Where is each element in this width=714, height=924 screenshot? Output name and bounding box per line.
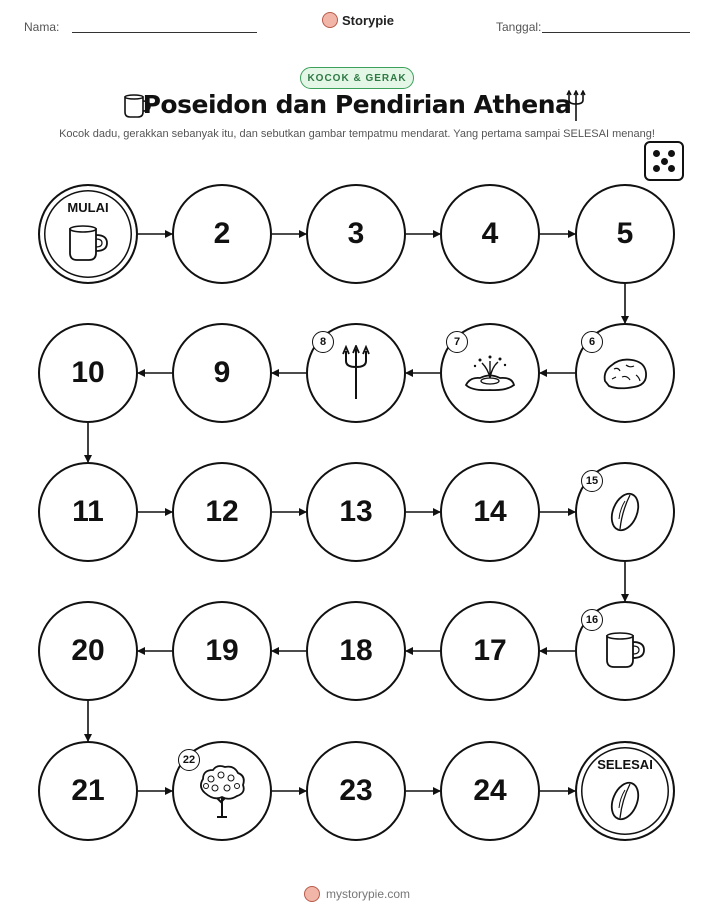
storypie-logo-icon (304, 886, 320, 902)
board-space-22 (172, 741, 272, 841)
board-space-6 (575, 323, 675, 423)
tree-icon (195, 763, 249, 824)
olive-icon (608, 489, 642, 540)
board-space-5 (575, 184, 675, 284)
space-number-badge: 16 (581, 609, 603, 631)
board-space-19 (172, 601, 272, 701)
footer (0, 886, 714, 902)
board-space-13 (306, 462, 406, 562)
board-space-10 (38, 323, 138, 423)
space-number: 24 (473, 774, 507, 807)
space-number-badge: 6 (581, 331, 603, 353)
space-number: 21 (71, 774, 105, 807)
board-space-7 (440, 323, 540, 423)
instructions: Kocok dadu, gerakkan sebanyak itu, dan sebutkan gambar tempatmu mendarat. Yang pertama sampai SELESAI menang! (59, 128, 655, 140)
space-number: 14 (473, 495, 507, 528)
board-space-18 (306, 601, 406, 701)
board-space-12 (172, 462, 272, 562)
trident-icon (341, 345, 371, 406)
board-space-16 (575, 601, 675, 701)
cup-icon (602, 630, 648, 677)
space-number-badge: 15 (581, 470, 603, 492)
board-space-2 (172, 184, 272, 284)
board-space-21 (38, 741, 138, 841)
space-number: 3 (347, 217, 365, 250)
space-number: 13 (339, 495, 373, 528)
board-space-11 (38, 462, 138, 562)
space-number-badge: 7 (446, 331, 468, 353)
space-number: 23 (339, 774, 373, 807)
space-number: 5 (616, 217, 634, 250)
space-number: 10 (71, 356, 105, 389)
footer-url: mystorypie.com (325, 887, 411, 901)
board-space-23 (306, 741, 406, 841)
date-label: Tanggal: (496, 20, 542, 34)
spring-icon (462, 351, 518, 400)
board-space-3 (306, 184, 406, 284)
space-number: 11 (72, 495, 104, 528)
board-space-15 (575, 462, 675, 562)
name-label: Nama: (24, 20, 60, 34)
space-number: 4 (481, 217, 499, 250)
space-number: 12 (205, 495, 239, 528)
brand-name: Storypie (342, 12, 395, 28)
start-label: MULAI (67, 200, 109, 215)
space-number-badge: 22 (178, 749, 200, 771)
board-space-24 (440, 741, 540, 841)
space-number: 9 (213, 356, 231, 389)
board-space-8 (306, 323, 406, 423)
rock-icon (600, 355, 650, 396)
space-number: 19 (205, 634, 239, 667)
finish-label: SELESAI (597, 757, 653, 772)
space-number: 17 (473, 634, 507, 667)
space-number: 20 (71, 634, 105, 667)
space-number-badge: 8 (312, 331, 334, 353)
category-tag: KOCOK & GERAK (300, 67, 414, 89)
board-space-4 (440, 184, 540, 284)
board-space-14 (440, 462, 540, 562)
space-number: 18 (339, 634, 373, 667)
board-space-1 (38, 184, 138, 284)
board-space-17 (440, 601, 540, 701)
page-title: Poseidon dan Pendirian Athena (142, 90, 572, 119)
board-space-9 (172, 323, 272, 423)
cup-icon (65, 223, 111, 270)
board-space-25 (575, 741, 675, 841)
space-number: 2 (213, 217, 231, 250)
board-space-20 (38, 601, 138, 701)
olive-icon (608, 778, 642, 829)
